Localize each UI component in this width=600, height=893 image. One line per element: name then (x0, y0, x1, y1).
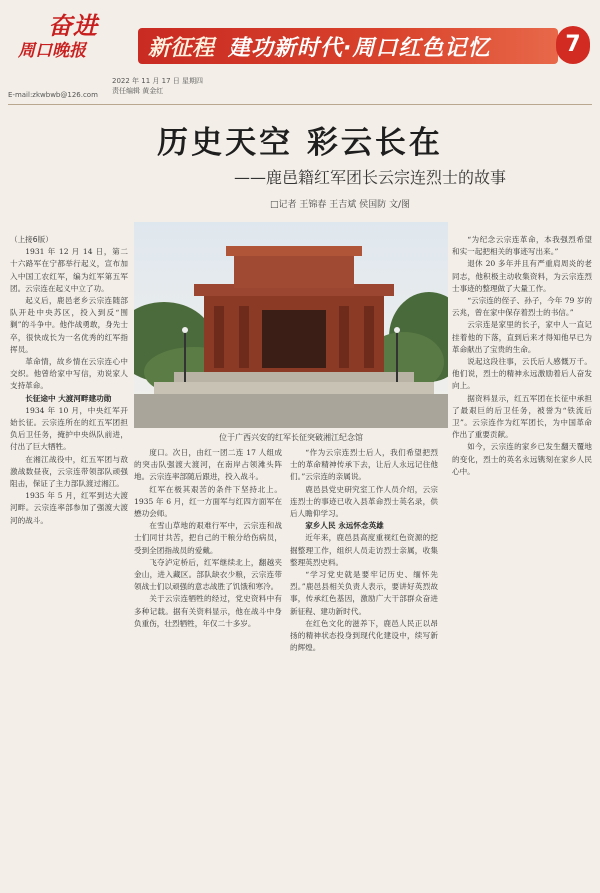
banner-title-left: 新征程 (148, 36, 215, 61)
paragraph: 1935 年 5 月，红军到达大渡河畔。云宗连率部参加了强渡大渡河的战斗。 (10, 491, 128, 525)
article-subtitle: ——鹿邑籍红军团长云宗连烈士的故事 (233, 168, 506, 187)
banner-title-right: 建功新时代·周口红色记忆 (228, 36, 491, 61)
text-column-3 (290, 447, 438, 886)
article-byline: □记者 王锦春 王吉斌 侯国防 文/图 (270, 200, 410, 210)
paragraph: 据资料显示，红五军团在长征中承担了最艰巨的后卫任务，被誉为“铁流后卫”。云宗连作为红军团长，为中国革命作出了重要贡献。 (452, 393, 592, 440)
newspaper-logo: 周口晚报 (18, 41, 86, 61)
paragraph: “学习党史就是要牢记历史、缅怀先烈。”鹿邑县相关负责人表示，要讲好英烈故事，传承红色基因，激励广大干部群众奋进新征程、建功新时代。 (290, 570, 438, 616)
paragraph: “云宗连的侄子、孙子，今年 79 岁的云兆，曾在家中保存着烈士的书信。” (452, 296, 592, 318)
paragraph: 革命情，故乡情在云宗连心中交织。他曾给家中写信，劝说家人支持革命。 (10, 357, 128, 391)
masthead (0, 0, 600, 108)
paragraph: 鹿邑县党史研究室工作人员介绍，云宗连烈士的事迹已收入县革命烈士英名录，供后人瞻仰学习。 (290, 484, 438, 519)
paragraph: 在红色文化的滋养下，鹿邑人民正以昂扬的精神状态投身到现代化建设中，续写新的辉煌。 (290, 618, 438, 653)
paragraph: 度口。次日，由红一团二连 17 人组成的突击队强渡大渡河，在南岸占领滩头阵地。云宗连率部随后跟进，投入战斗。 (134, 448, 282, 482)
memorial-hall-image (134, 222, 448, 428)
paragraph: “为纪念云宗连革命，本我强烈希望和实一起把相关的事迹写出来。” (452, 235, 592, 257)
paragraph: 如今，云宗连的家乡已发生翻天覆地的变化，烈士的英名永远镌刻在家乡人民心中。 (452, 442, 592, 476)
editor-credit: 责任编辑 黄金红 (112, 87, 164, 95)
paragraph: 1934 年 10 月，中央红军开始长征。云宗连所在的红五军团担负后卫任务，掩护中央纵队前进，付出了巨大牺牲。 (10, 405, 128, 452)
paragraph: 飞夺泸定桥后，红军继续北上，翻越夹金山，进入藏区。部队缺衣少粮，云宗连带领战士们以顽强的意志战胜了饥饿和寒冷。 (134, 557, 282, 592)
paragraph: 云宗连是家里的长子，家中人一直记挂着他的下落，直到后来才得知他早已为革命献出了宝贵的生命。 (452, 320, 592, 354)
paragraph: 近年来，鹿邑县高度重视红色资源的挖掘整理工作，组织人员走访烈士亲属，收集整理英烈史料。 (290, 533, 438, 567)
memorial-hall-photo (134, 222, 448, 428)
header-divider (8, 104, 592, 105)
paragraph: “作为云宗连烈士后人，我们希望把烈士的革命精神传承下去，让后人永远记住他们。”云宗连的亲属说。 (290, 448, 438, 482)
continued-note: （上接6版） (10, 235, 53, 244)
section-heading: 家乡人民 永远怀念英雄 (305, 521, 384, 531)
text-column-4 (452, 234, 592, 886)
text-column-2 (134, 447, 282, 886)
photo-caption: 位于广西兴安的红军长征突破湘江纪念馆 (219, 433, 363, 442)
paragraph: 在雪山草地的艰难行军中，云宗连和战士们同甘共苦，把自己的干粮分给伤病员，受到全团指战员的爱戴。 (134, 521, 282, 555)
paragraph: 退休 20 多年并且有严重肩周炎的老同志，他积极主动收集资料，为云宗连烈士事迹的整理做了大量工作。 (452, 259, 592, 293)
section-logo: 奋进 (48, 11, 98, 40)
paragraph: 关于云宗连牺牲的经过，党史资料中有多种记载。据有关资料显示，他在战斗中身负重伤，壮烈牺牲，年仅二十多岁。 (134, 594, 282, 628)
paragraph: 在湘江战役中，红五军团与敌激战数昼夜，云宗连带领部队顽强阻击，保证了主力部队渡过湘江。 (10, 454, 128, 489)
page-number-badge: 7 (556, 26, 590, 64)
paragraph: 红军在极其艰苦的条件下坚持北上。1935 年 6 月，红一方面军与红四方面军在懋功会师。 (134, 484, 282, 519)
paragraph: 说起这段往事，云氏后人感慨万千。他们说，烈士的精神永远激励着后人奋发向上。 (452, 357, 592, 391)
paragraph: 1931 年 12 月 14 日，第二十六路军在宁都举行起义，宣布加入中国工农红军，编为红军第五军团。云宗连在起义中立了功。 (10, 247, 128, 293)
text-column-1 (10, 234, 128, 886)
contact-email: E-mail:zkwbwb@126.com (8, 91, 98, 99)
dateline: 2022 年 11 月 17 日 星期四 (112, 77, 203, 85)
section-heading: 长征途中 大渡河畔建功勋 (25, 393, 112, 403)
paragraph: 起义后，鹿邑老乡云宗连随部队开赴中央苏区，投入到反“围剿”的斗争中。他作战勇敢，身先士卒，很快成长为一名优秀的红军指挥员。 (10, 296, 128, 354)
article-title: 历史天空 彩云长在 (157, 125, 443, 161)
